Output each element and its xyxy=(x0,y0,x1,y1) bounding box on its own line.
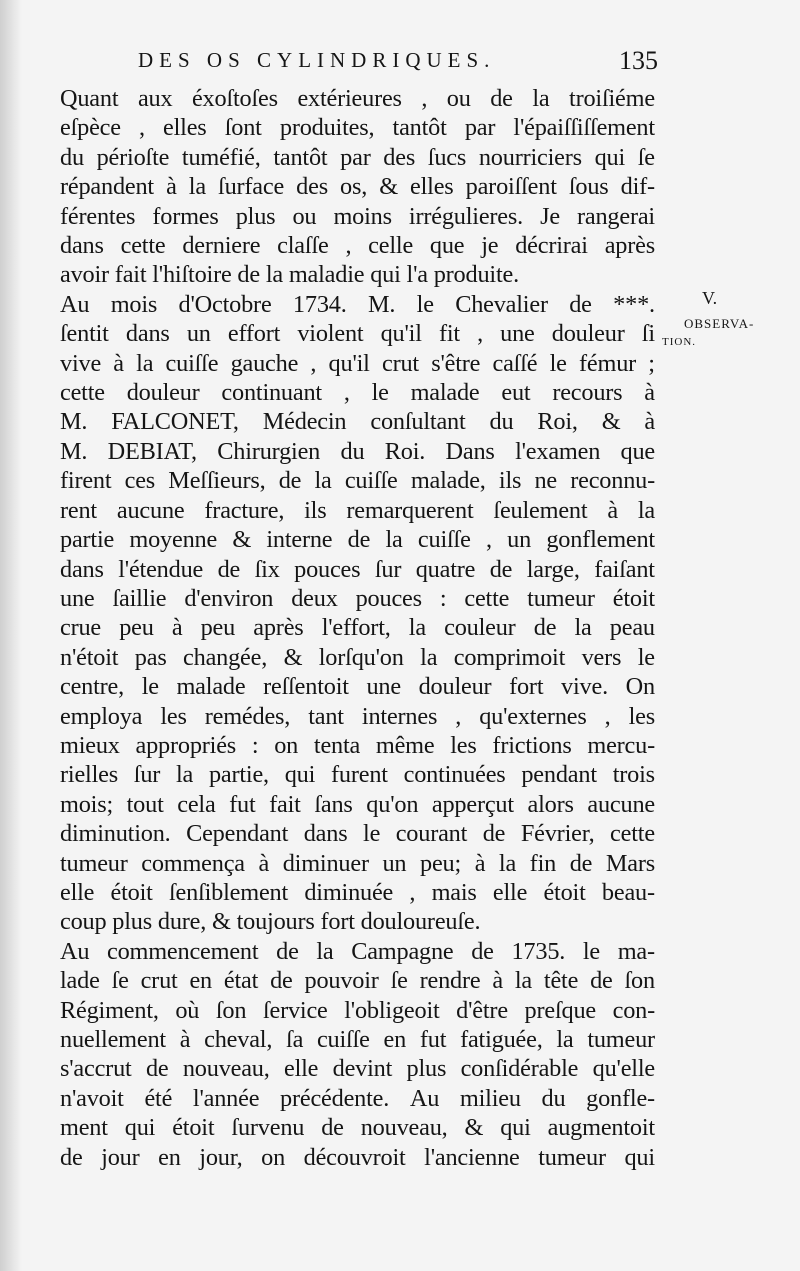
text-line: cette douleur continuant , le malade eut recours à xyxy=(60,379,655,407)
text-line: mois; tout cela fut fait ſans qu'on apperçut alors aucune xyxy=(60,790,655,818)
text-line: elle étoit ſenſiblement diminuée , mais elle étoit beau- xyxy=(60,878,655,906)
text-line: du périoſte tuméfié, tantôt par des ſucs nourriciers qui ſe xyxy=(60,143,655,171)
text-line: rielles ſur la partie, qui furent continuées pendant trois xyxy=(60,761,655,789)
text-line: s'accrut de nouveau, elle devint plus conſidérable qu'elle xyxy=(60,1055,655,1083)
text-line: vive à la cuiſſe gauche , qu'il crut s'être caſſé le fémur ; xyxy=(60,349,655,377)
running-title: DES OS CYLINDRIQUES. xyxy=(138,48,496,72)
text-line: M. DEBIAT, Chirurgien du Roi. Dans l'examen que xyxy=(60,437,655,465)
text-line: avoir fait l'hiſtoire de la maladie qui l'a produite. xyxy=(60,261,519,289)
text-line: Au mois d'Octobre 1734. M. le Chevalier de ***. xyxy=(60,290,655,318)
text-line: férentes formes plus ou moins irrégulieres. Je rangerai xyxy=(60,202,655,230)
text-line: coup plus dure, & toujours fort douloureuſe. xyxy=(60,908,481,936)
observation-number: V. xyxy=(702,288,718,308)
text-line: ſentit dans un effort violent qu'il fit , une douleur ſi xyxy=(60,320,655,348)
text-line: nuellement à cheval, ſa cuiſſe en fut fatiguée, la tumeur xyxy=(60,1026,655,1053)
text-line: une ſaillie d'environ deux pouces : cette tumeur étoit xyxy=(60,584,655,612)
page-gutter-shadow xyxy=(0,0,22,1271)
observation-label: OBSERVA- xyxy=(684,316,755,331)
text-line: eſpèce , elles ſont produites, tantôt par l'épaiſſiſſement xyxy=(60,114,655,142)
observation-label-continued: TION. xyxy=(662,336,697,348)
text-line: employa les remédes, tant internes , qu'externes , les xyxy=(60,702,655,730)
text-line: diminution. Cependant dans le courant de Février, cette xyxy=(60,820,655,848)
text-line: partie moyenne & interne de la cuiſſe , un gonflement xyxy=(60,526,655,554)
text-line: répandent à la ſurface des os, & elles paroiſſent ſous dif- xyxy=(60,173,655,201)
text-line: lade ſe crut en état de pouvoir ſe rendre à la tête de ſon xyxy=(60,967,655,995)
text-line: de jour en jour, on découvroit l'ancienne tumeur qui xyxy=(60,1143,655,1171)
text-line: rent aucune fracture, ils remarquerent ſeulement à la xyxy=(60,496,655,524)
text-line: Quant aux éxoſtoſes extérieures , ou de la troiſiéme xyxy=(60,85,655,112)
text-line: tumeur commença à diminuer un peu; à la fin de Mars xyxy=(60,849,655,877)
text-line: n'avoit été l'année précédente. Au milieu du gonfle- xyxy=(60,1084,655,1112)
body-text xyxy=(60,84,655,1172)
text-line: crue peu à peu après l'effort, la couleur de la peau xyxy=(60,614,655,642)
text-line: firent ces Meſſieurs, de la cuiſſe malade, ils ne reconnu- xyxy=(60,467,655,495)
text-line: dans cette derniere claſſe , celle que je décrirai après xyxy=(60,232,655,260)
text-line: dans l'étendue de ſix pouces ſur quatre de large, faiſant xyxy=(60,555,655,583)
text-line: mieux appropriés : on tenta même les frictions mercu- xyxy=(60,731,655,759)
text-line: Régiment, où ſon ſervice l'obligeoit d'être preſque con- xyxy=(60,996,655,1024)
text-line: ment qui étoit ſurvenu de nouveau, & qui augmentoit xyxy=(60,1114,655,1142)
text-line: n'étoit pas changée, & lorſqu'on la comprimoit vers le xyxy=(60,643,655,671)
text-line: centre, le malade reſſentoit une douleur fort vive. On xyxy=(60,673,655,701)
text-line: Au commencement de la Campagne de 1735. le ma- xyxy=(60,937,655,965)
text-line: M. FALCONET, Médecin conſultant du Roi, & à xyxy=(60,408,655,436)
page-number: 135 xyxy=(619,46,658,75)
page-header xyxy=(138,48,658,78)
